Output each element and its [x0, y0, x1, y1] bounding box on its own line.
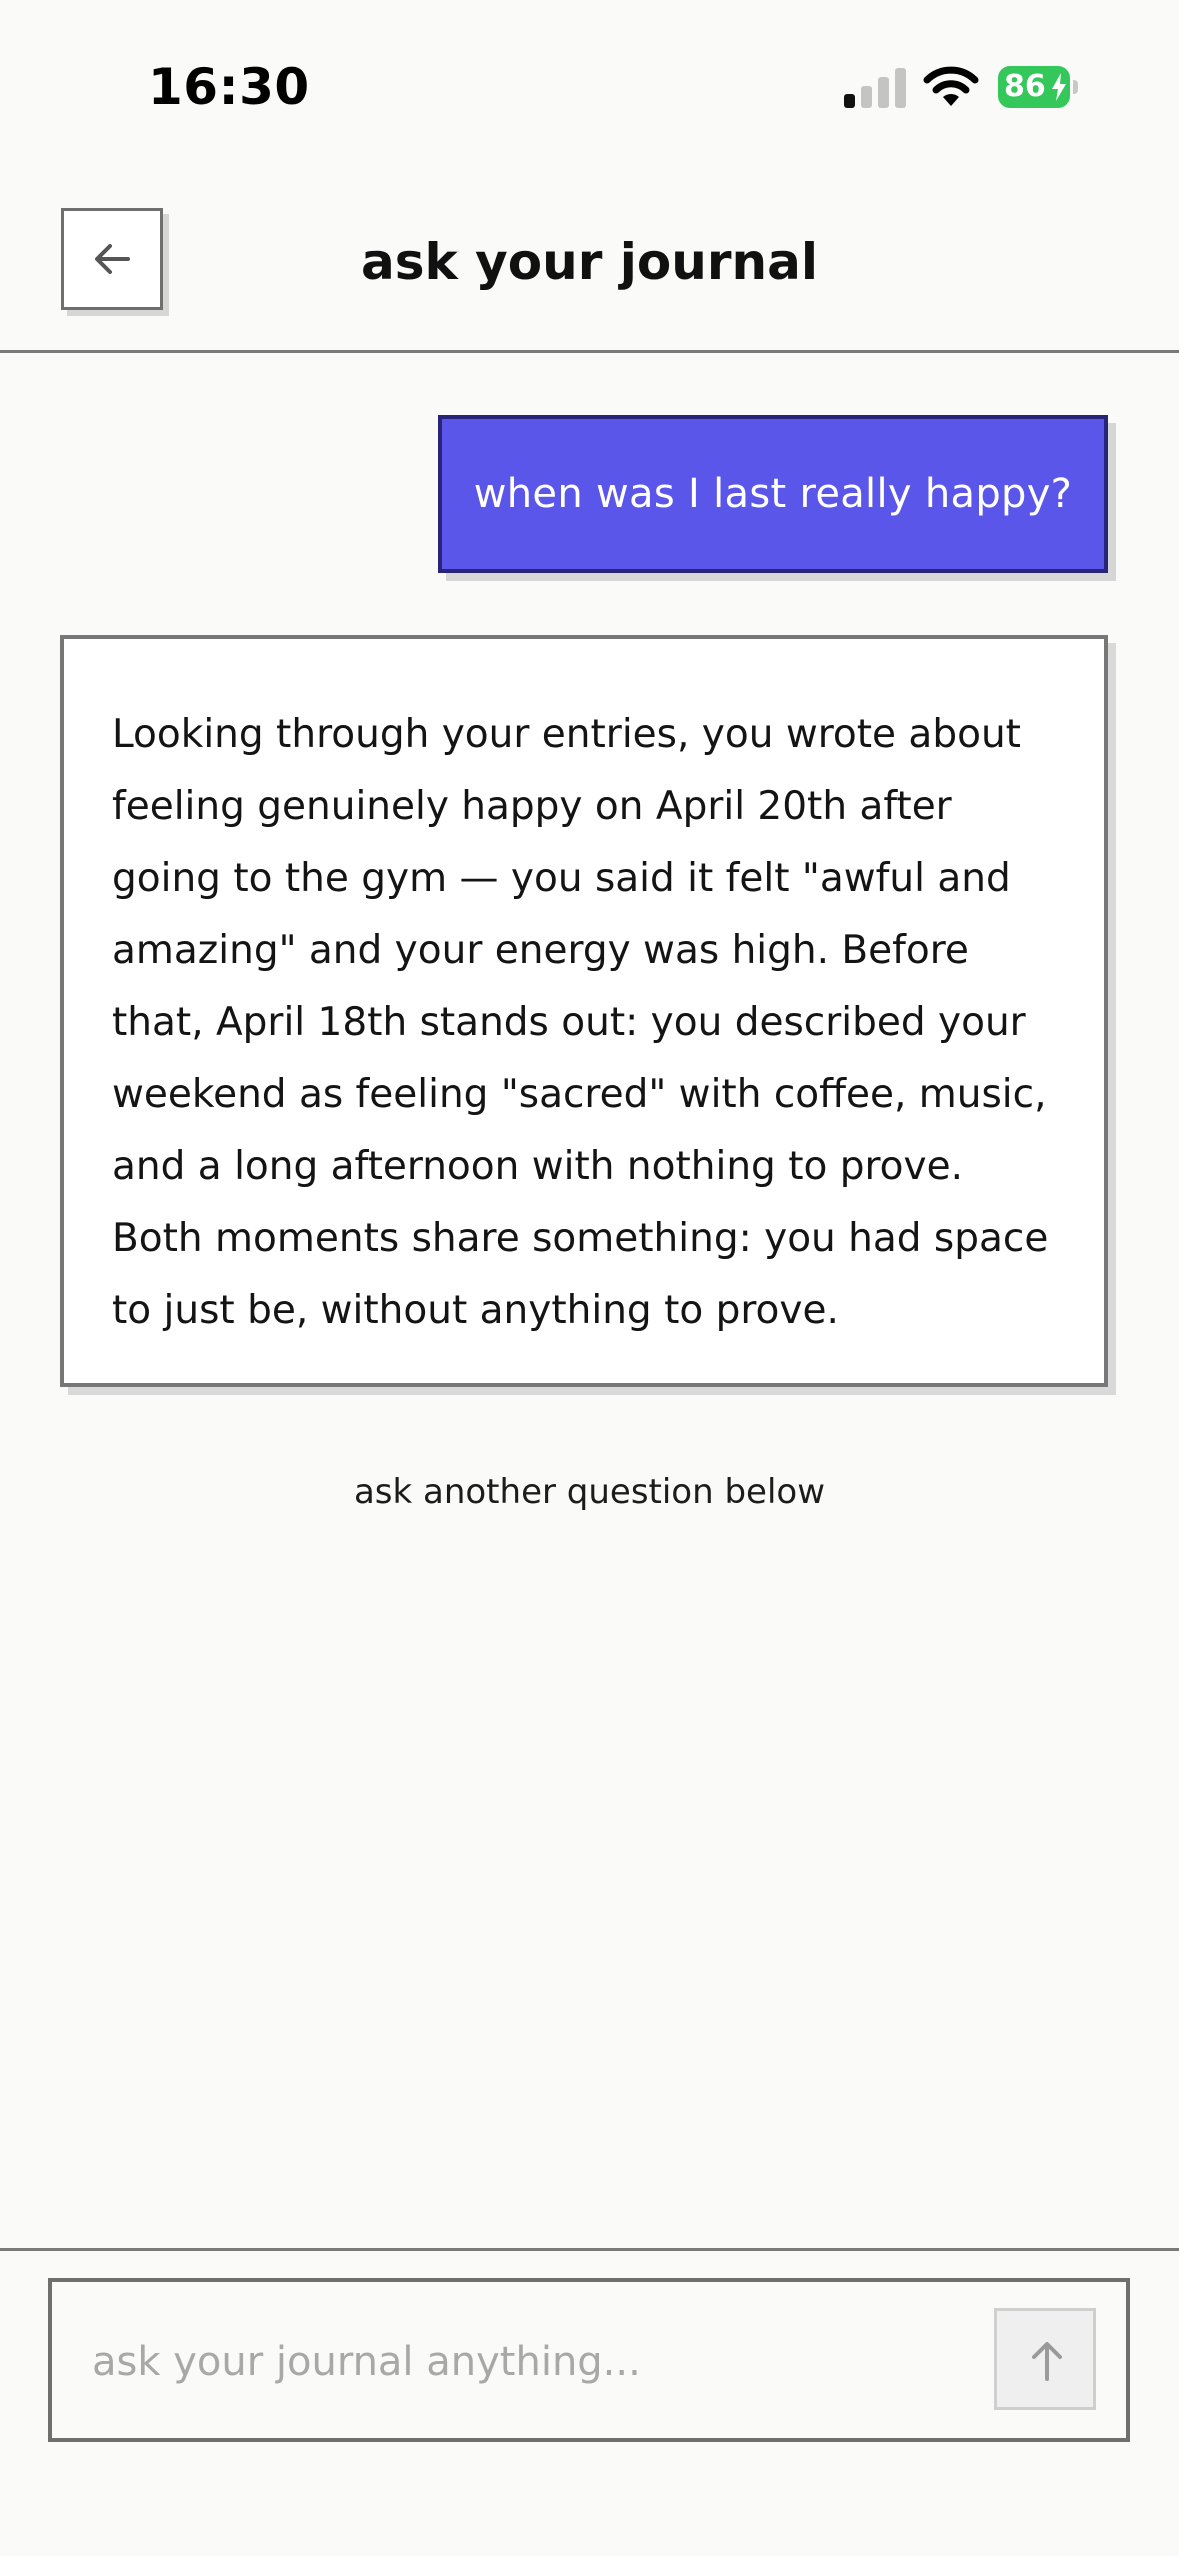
battery-cap [1073, 80, 1078, 94]
header [0, 175, 1179, 350]
assistant-response-card [60, 635, 1108, 1387]
signal-bar [861, 86, 872, 108]
question-input[interactable] [92, 2326, 972, 2398]
status-time: 16:30 [148, 58, 310, 116]
battery-icon [998, 66, 1078, 108]
user-message-bubble: when was I last really happy? [438, 415, 1108, 573]
arrow-up-icon [1027, 2339, 1067, 2383]
signal-bar [878, 77, 889, 108]
composer-divider [0, 2248, 1179, 2251]
header-divider [0, 350, 1179, 353]
status-bar [0, 0, 1179, 175]
page-title: ask your journal [361, 233, 818, 291]
wifi-icon [922, 64, 980, 108]
assistant-response-text: Looking through your entries, you wrote about feeling genuinely happy on April 20th after going to the gym — you said it felt "awful and amazing" and your energy was high. Before that, April 18th stands out: you described your weekend as feeling "sacred" with coffee, music, and a long afternoon with nothing to prove. Both moments share something: you had space to just be, without anything to prove. [112, 712, 1049, 1333]
charging-bolt-icon [1050, 73, 1068, 101]
follow-up-hint: ask another question below [353, 1472, 826, 1512]
composer [48, 2278, 1130, 2442]
signal-bar [895, 68, 906, 108]
signal-icon [844, 68, 906, 108]
send-button[interactable] [994, 2308, 1096, 2410]
battery-level: 86 [998, 66, 1070, 108]
signal-bar [844, 94, 855, 108]
